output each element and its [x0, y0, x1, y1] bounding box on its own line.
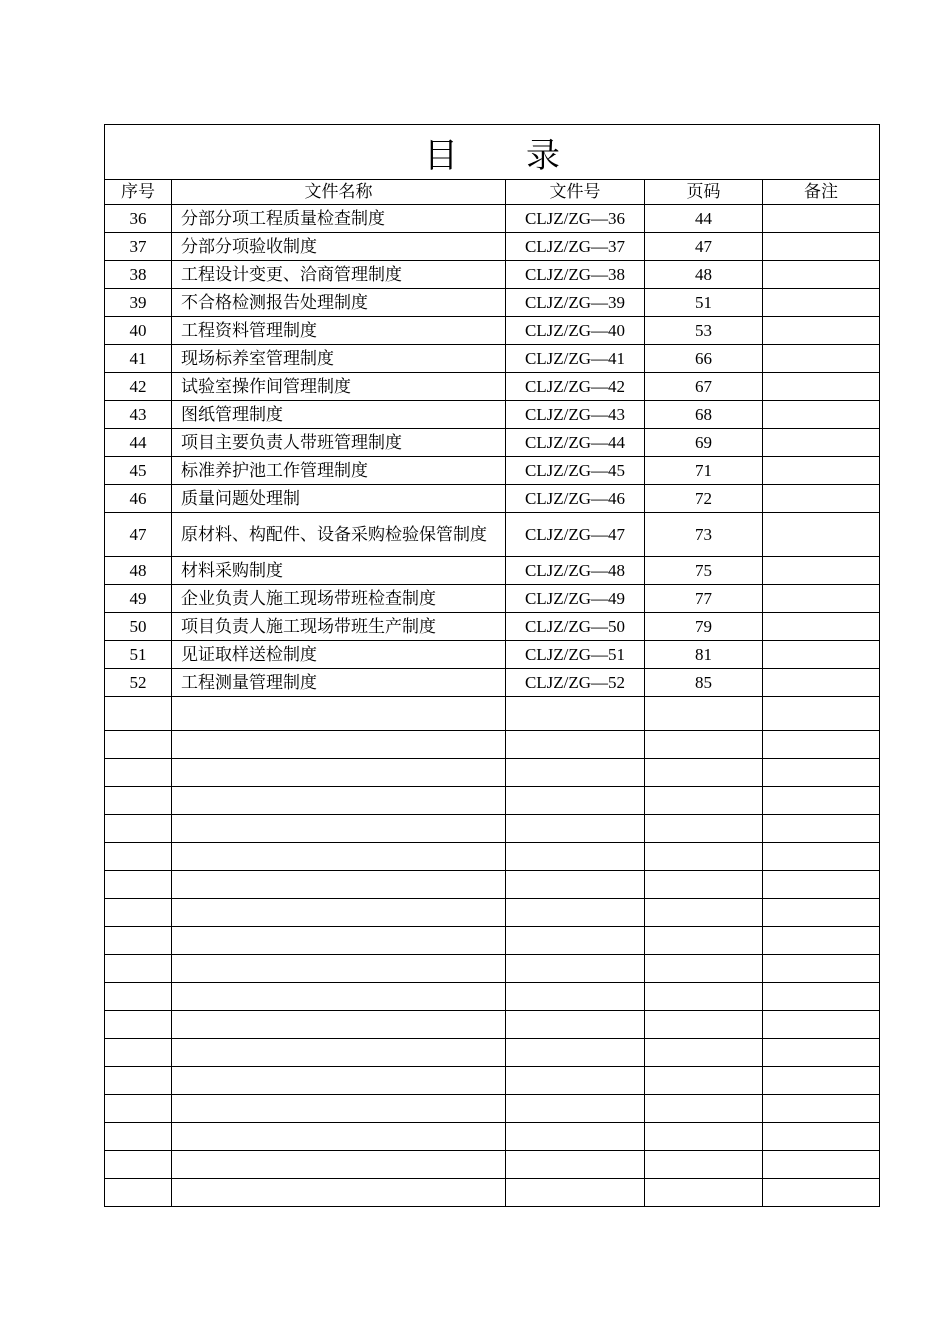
blank-cell [645, 1179, 763, 1207]
row-file-code: CLJZ/ZG—36 [506, 205, 645, 233]
row-file-name: 工程资料管理制度 [172, 317, 506, 345]
row-note [763, 429, 880, 457]
blank-cell [172, 1095, 506, 1123]
blank-row [105, 787, 880, 815]
blank-cell [506, 759, 645, 787]
blank-cell [645, 697, 763, 731]
blank-cell [172, 1039, 506, 1067]
row-file-code: CLJZ/ZG—51 [506, 641, 645, 669]
page-title: 目 录 [105, 125, 880, 180]
table-row [105, 641, 880, 669]
blank-cell [172, 1011, 506, 1039]
table-row [105, 317, 880, 345]
blank-cell [506, 1067, 645, 1095]
row-note [763, 261, 880, 289]
blank-cell [105, 1151, 172, 1179]
row-file-name: 试验室操作间管理制度 [172, 373, 506, 401]
blank-row [105, 697, 880, 731]
row-page-number: 73 [645, 513, 763, 557]
row-file-code: CLJZ/ZG—37 [506, 233, 645, 261]
blank-cell [506, 1179, 645, 1207]
blank-cell [506, 927, 645, 955]
table-row [105, 457, 880, 485]
row-file-name: 现场标养室管理制度 [172, 345, 506, 373]
blank-cell [105, 759, 172, 787]
blank-row [105, 843, 880, 871]
row-file-code: CLJZ/ZG—41 [506, 345, 645, 373]
row-file-name: 质量问题处理制 [172, 485, 506, 513]
blank-cell [645, 1123, 763, 1151]
row-note [763, 585, 880, 613]
blank-cell [105, 1039, 172, 1067]
row-note [763, 641, 880, 669]
table-row [105, 669, 880, 697]
row-page-number: 47 [645, 233, 763, 261]
blank-cell [506, 697, 645, 731]
row-page-number: 67 [645, 373, 763, 401]
row-file-name: 图纸管理制度 [172, 401, 506, 429]
blank-row [105, 1067, 880, 1095]
blank-cell [763, 927, 880, 955]
header-row [105, 180, 880, 205]
row-note [763, 233, 880, 261]
row-page-number: 85 [645, 669, 763, 697]
blank-cell [506, 1039, 645, 1067]
header-page: 页码 [645, 180, 763, 205]
row-number: 36 [105, 205, 172, 233]
blank-cell [763, 1011, 880, 1039]
blank-row [105, 983, 880, 1011]
blank-cell [105, 955, 172, 983]
title-row [105, 125, 880, 180]
row-page-number: 68 [645, 401, 763, 429]
blank-cell [645, 1095, 763, 1123]
row-number: 40 [105, 317, 172, 345]
row-note [763, 401, 880, 429]
row-file-name: 工程设计变更、洽商管理制度 [172, 261, 506, 289]
blank-cell [763, 1067, 880, 1095]
blank-cell [645, 871, 763, 899]
blank-cell [506, 983, 645, 1011]
row-file-name: 企业负责人施工现场带班检查制度 [172, 585, 506, 613]
blank-cell [645, 1067, 763, 1095]
blank-row [105, 899, 880, 927]
blank-cell [506, 731, 645, 759]
row-number: 41 [105, 345, 172, 373]
row-file-code: CLJZ/ZG—46 [506, 485, 645, 513]
row-note [763, 557, 880, 585]
blank-cell [506, 1123, 645, 1151]
blank-cell [105, 843, 172, 871]
row-note [763, 485, 880, 513]
row-file-name: 工程测量管理制度 [172, 669, 506, 697]
blank-cell [506, 871, 645, 899]
table-row [105, 557, 880, 585]
row-page-number: 71 [645, 457, 763, 485]
row-number: 49 [105, 585, 172, 613]
blank-cell [763, 871, 880, 899]
blank-cell [645, 815, 763, 843]
blank-cell [105, 983, 172, 1011]
blank-row [105, 1011, 880, 1039]
row-number: 44 [105, 429, 172, 457]
row-file-name: 项目负责人施工现场带班生产制度 [172, 613, 506, 641]
table-row [105, 345, 880, 373]
blank-cell [506, 1011, 645, 1039]
row-page-number: 51 [645, 289, 763, 317]
row-number: 51 [105, 641, 172, 669]
blank-cell [763, 1151, 880, 1179]
row-page-number: 81 [645, 641, 763, 669]
row-file-code: CLJZ/ZG—52 [506, 669, 645, 697]
row-file-name: 原材料、构配件、设备采购检验保管制度 [172, 513, 506, 557]
header-name: 文件名称 [172, 180, 506, 205]
blank-cell [105, 1067, 172, 1095]
blank-cell [172, 983, 506, 1011]
blank-cell [105, 1179, 172, 1207]
blank-cell [763, 787, 880, 815]
blank-row [105, 1095, 880, 1123]
table-row [105, 289, 880, 317]
blank-cell [763, 1123, 880, 1151]
row-page-number: 75 [645, 557, 763, 585]
table-row [105, 429, 880, 457]
table-row [105, 373, 880, 401]
row-file-code: CLJZ/ZG—43 [506, 401, 645, 429]
blank-row [105, 871, 880, 899]
row-file-name: 标准养护池工作管理制度 [172, 457, 506, 485]
blank-cell [763, 815, 880, 843]
blank-cell [506, 899, 645, 927]
row-file-name: 见证取样送检制度 [172, 641, 506, 669]
header-code: 文件号 [506, 180, 645, 205]
blank-cell [105, 731, 172, 759]
row-note [763, 669, 880, 697]
row-number: 45 [105, 457, 172, 485]
row-file-code: CLJZ/ZG—42 [506, 373, 645, 401]
blank-cell [105, 1123, 172, 1151]
blank-row [105, 815, 880, 843]
row-number: 47 [105, 513, 172, 557]
blank-cell [172, 731, 506, 759]
row-number: 48 [105, 557, 172, 585]
blank-cell [645, 731, 763, 759]
table-row [105, 233, 880, 261]
table-row [105, 205, 880, 233]
row-note [763, 345, 880, 373]
row-file-code: CLJZ/ZG—44 [506, 429, 645, 457]
row-note [763, 613, 880, 641]
blank-row [105, 1179, 880, 1207]
table-row [105, 401, 880, 429]
row-page-number: 53 [645, 317, 763, 345]
blank-cell [645, 843, 763, 871]
row-number: 46 [105, 485, 172, 513]
blank-cell [645, 1151, 763, 1179]
blank-row [105, 927, 880, 955]
blank-cell [105, 1095, 172, 1123]
blank-cell [172, 1151, 506, 1179]
blank-cell [172, 1123, 506, 1151]
blank-cell [172, 787, 506, 815]
row-number: 43 [105, 401, 172, 429]
row-file-name: 材料采购制度 [172, 557, 506, 585]
blank-cell [172, 927, 506, 955]
blank-cell [105, 787, 172, 815]
row-note [763, 373, 880, 401]
blank-row [105, 1039, 880, 1067]
blank-cell [172, 1179, 506, 1207]
blank-cell [645, 983, 763, 1011]
blank-cell [105, 899, 172, 927]
table-row [105, 261, 880, 289]
row-page-number: 44 [645, 205, 763, 233]
blank-cell [105, 815, 172, 843]
blank-cell [172, 871, 506, 899]
header-note: 备注 [763, 180, 880, 205]
blank-cell [105, 697, 172, 731]
blank-cell [506, 1095, 645, 1123]
row-file-code: CLJZ/ZG—39 [506, 289, 645, 317]
blank-cell [172, 899, 506, 927]
row-number: 37 [105, 233, 172, 261]
row-page-number: 66 [645, 345, 763, 373]
blank-cell [172, 843, 506, 871]
row-note [763, 289, 880, 317]
blank-cell [172, 697, 506, 731]
blank-cell [763, 697, 880, 731]
blank-cell [763, 983, 880, 1011]
row-file-code: CLJZ/ZG—38 [506, 261, 645, 289]
blank-cell [506, 843, 645, 871]
blank-cell [763, 1095, 880, 1123]
table-row [105, 513, 880, 557]
blank-cell [763, 1179, 880, 1207]
blank-cell [645, 1011, 763, 1039]
row-file-name: 分部分项验收制度 [172, 233, 506, 261]
blank-cell [172, 1067, 506, 1095]
blank-cell [506, 1151, 645, 1179]
row-file-name: 不合格检测报告处理制度 [172, 289, 506, 317]
row-file-name: 项目主要负责人带班管理制度 [172, 429, 506, 457]
row-number: 50 [105, 613, 172, 641]
blank-cell [763, 1039, 880, 1067]
row-number: 39 [105, 289, 172, 317]
blank-cell [645, 955, 763, 983]
blank-row [105, 1123, 880, 1151]
blank-row [105, 955, 880, 983]
row-number: 42 [105, 373, 172, 401]
blank-row [105, 731, 880, 759]
blank-row [105, 759, 880, 787]
row-file-code: CLJZ/ZG—50 [506, 613, 645, 641]
row-note [763, 205, 880, 233]
row-note [763, 317, 880, 345]
blank-cell [105, 1011, 172, 1039]
row-page-number: 77 [645, 585, 763, 613]
row-page-number: 79 [645, 613, 763, 641]
blank-cell [105, 871, 172, 899]
row-note [763, 513, 880, 557]
table-row [105, 613, 880, 641]
row-file-code: CLJZ/ZG—49 [506, 585, 645, 613]
row-page-number: 69 [645, 429, 763, 457]
header-no: 序号 [105, 180, 172, 205]
table-row [105, 585, 880, 613]
row-file-name: 分部分项工程质量检查制度 [172, 205, 506, 233]
row-file-code: CLJZ/ZG—48 [506, 557, 645, 585]
blank-cell [763, 843, 880, 871]
blank-cell [763, 955, 880, 983]
row-page-number: 48 [645, 261, 763, 289]
blank-cell [105, 927, 172, 955]
blank-cell [506, 787, 645, 815]
row-number: 52 [105, 669, 172, 697]
blank-cell [763, 899, 880, 927]
toc-table [104, 124, 880, 1207]
blank-cell [645, 759, 763, 787]
blank-cell [645, 787, 763, 815]
row-number: 38 [105, 261, 172, 289]
blank-cell [172, 815, 506, 843]
blank-cell [172, 759, 506, 787]
blank-cell [645, 899, 763, 927]
row-file-code: CLJZ/ZG—45 [506, 457, 645, 485]
row-file-code: CLJZ/ZG—47 [506, 513, 645, 557]
row-page-number: 72 [645, 485, 763, 513]
row-note [763, 457, 880, 485]
blank-cell [763, 731, 880, 759]
blank-cell [645, 1039, 763, 1067]
row-file-code: CLJZ/ZG—40 [506, 317, 645, 345]
blank-cell [763, 759, 880, 787]
blank-cell [172, 955, 506, 983]
table-row [105, 485, 880, 513]
blank-row [105, 1151, 880, 1179]
blank-cell [645, 927, 763, 955]
blank-cell [506, 815, 645, 843]
blank-cell [506, 955, 645, 983]
